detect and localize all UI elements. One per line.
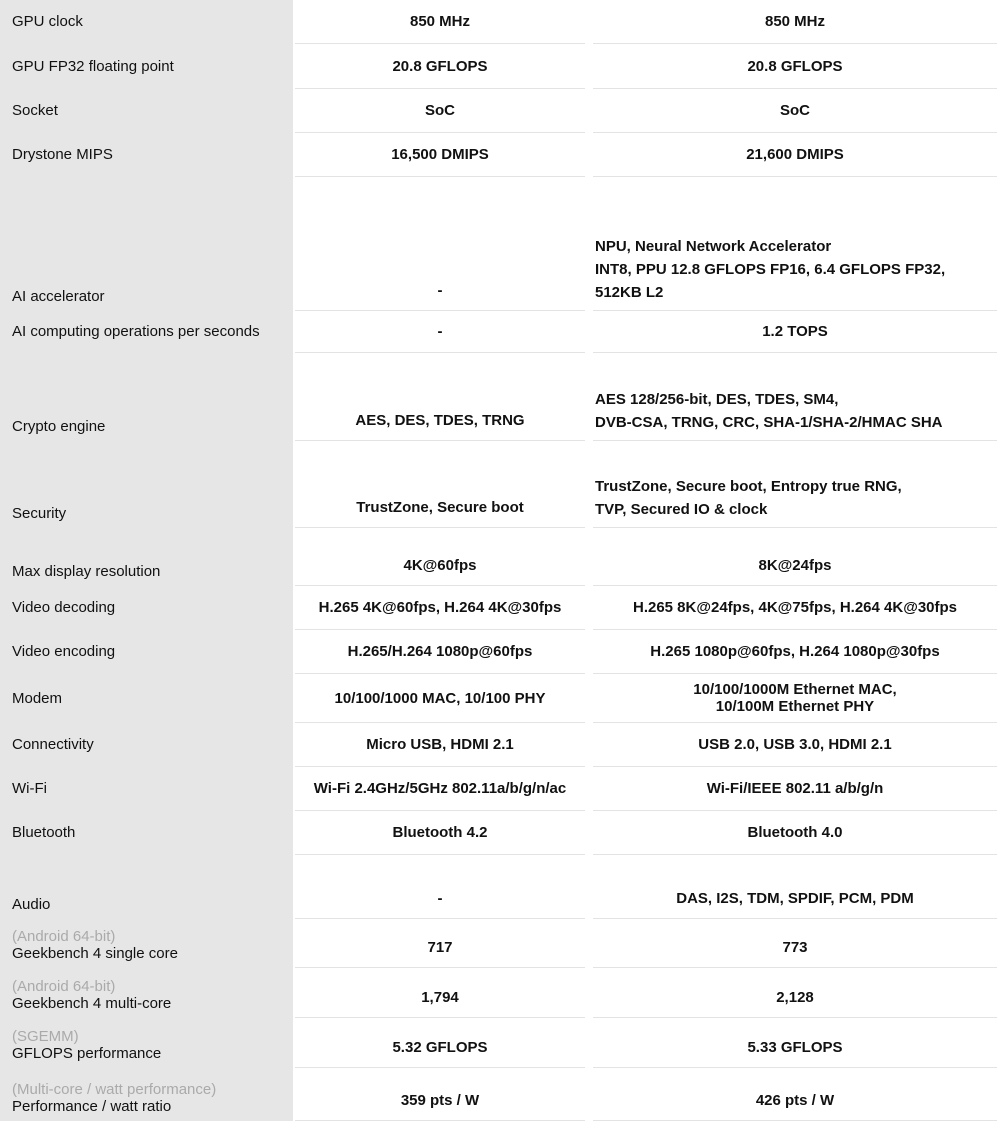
value-cell-chip-a bbox=[295, 133, 585, 177]
value-text: Micro USB, HDMI 2.1 bbox=[366, 736, 514, 753]
table-row bbox=[0, 177, 997, 311]
value-cell-chip-a bbox=[295, 674, 585, 723]
row-label-text: Crypto engine bbox=[12, 418, 106, 435]
value-text: USB 2.0, USB 3.0, HDMI 2.1 bbox=[698, 736, 892, 753]
value-text: 20.8 GFLOPS bbox=[392, 57, 488, 75]
row-label bbox=[0, 811, 293, 855]
table-row bbox=[0, 133, 997, 177]
row-label-text: AI computing operations per seconds bbox=[12, 323, 260, 340]
row-label-text: GPU FP32 floating point bbox=[12, 58, 174, 75]
row-label-text: GFLOPS performance bbox=[12, 1045, 162, 1062]
value-text: 16,500 DMIPS bbox=[391, 146, 489, 163]
row-label bbox=[0, 1018, 293, 1068]
table-row bbox=[0, 1018, 997, 1068]
value-cell-chip-a bbox=[295, 44, 585, 89]
value-text: TrustZone, Secure boot, Entropy true RNG, TVP, Secured IO & clock bbox=[595, 478, 902, 518]
value-cell-chip-b bbox=[593, 674, 997, 723]
value-text: 850 MHz bbox=[409, 13, 471, 30]
table-row bbox=[0, 674, 997, 723]
value-text: 773 bbox=[782, 939, 808, 956]
value-text: 4K@60fps bbox=[403, 557, 477, 574]
value-cell-chip-a bbox=[295, 177, 585, 311]
value-cell-chip-a bbox=[295, 855, 585, 919]
value-cell-chip-a bbox=[295, 311, 585, 353]
value-cell-chip-b bbox=[593, 811, 997, 855]
value-cell-chip-a bbox=[295, 1018, 585, 1068]
table-row bbox=[0, 1068, 997, 1121]
value-cell-chip-b bbox=[593, 0, 997, 44]
row-label-text: Max display resolution bbox=[12, 563, 161, 580]
table-row bbox=[0, 44, 997, 89]
value-cell-chip-a bbox=[295, 89, 585, 133]
value-text: 5.33 GFLOPS bbox=[747, 1039, 843, 1056]
row-label bbox=[0, 919, 293, 968]
row-label bbox=[0, 528, 293, 586]
value-cell-chip-a bbox=[295, 528, 585, 586]
table-row bbox=[0, 968, 997, 1018]
value-cell-chip-a bbox=[295, 0, 585, 44]
table-row bbox=[0, 919, 997, 968]
value-text: Bluetooth 4.2 bbox=[392, 824, 488, 841]
row-label bbox=[0, 1068, 293, 1121]
row-label-text: Security bbox=[12, 505, 67, 522]
row-label-text: Modem bbox=[12, 690, 63, 707]
value-text: SoC bbox=[425, 102, 455, 119]
value-text: 1,794 bbox=[421, 989, 459, 1006]
value-text: 2,128 bbox=[776, 989, 814, 1006]
value-text: 359 pts / W bbox=[400, 1092, 480, 1109]
value-text: NPU, Neural Network Accelerator INT8, PPU 12.8 GFLOPS FP16, 6.4 GFLOPS FP32, 512KB L2 bbox=[595, 238, 946, 301]
table-row bbox=[0, 441, 997, 528]
value-cell-chip-a bbox=[295, 919, 585, 968]
value-cell-chip-b bbox=[593, 630, 997, 674]
row-label bbox=[0, 968, 293, 1018]
value-cell-chip-a bbox=[295, 630, 585, 674]
value-cell-chip-a bbox=[295, 441, 585, 528]
value-text: H.265/H.264 1080p@60fps bbox=[347, 643, 533, 660]
row-label bbox=[0, 630, 293, 674]
row-label-text: Video decoding bbox=[12, 599, 116, 616]
value-text: 8K@24fps bbox=[758, 557, 832, 574]
value-cell-chip-b bbox=[593, 968, 997, 1018]
table-row bbox=[0, 630, 997, 674]
value-cell-chip-a bbox=[295, 586, 585, 630]
value-cell-chip-b bbox=[593, 89, 997, 133]
value-cell-chip-a bbox=[295, 811, 585, 855]
row-label bbox=[0, 723, 293, 767]
value-cell-chip-b bbox=[593, 441, 997, 528]
value-text: - bbox=[437, 890, 443, 907]
value-text: Wi-Fi/IEEE 802.11 a/b/g/n bbox=[706, 780, 884, 797]
row-label bbox=[0, 441, 293, 528]
row-label bbox=[0, 674, 293, 723]
value-text: 850 MHz bbox=[764, 13, 826, 30]
value-cell-chip-b bbox=[593, 767, 997, 811]
value-cell-chip-b bbox=[593, 311, 997, 353]
value-cell-chip-a bbox=[295, 1068, 585, 1121]
row-label bbox=[0, 133, 293, 177]
row-label-text: Geekbench 4 single core bbox=[12, 945, 178, 962]
table-row bbox=[0, 311, 997, 353]
value-text: 5.32 GFLOPS bbox=[392, 1039, 488, 1056]
table-row bbox=[0, 811, 997, 855]
value-text: - bbox=[437, 282, 443, 299]
table-row bbox=[0, 528, 997, 586]
value-cell-chip-a bbox=[295, 723, 585, 767]
value-text: 21,600 DMIPS bbox=[746, 146, 844, 163]
table-row bbox=[0, 767, 997, 811]
row-label-note: (SGEMM) bbox=[12, 1028, 79, 1045]
row-label bbox=[0, 353, 293, 441]
value-text: 10/100/1000M Ethernet MAC, 10/100M Ethernet PHY bbox=[693, 681, 897, 715]
row-label-text: AI accelerator bbox=[12, 288, 105, 305]
row-label-text: Audio bbox=[12, 896, 51, 913]
table-row bbox=[0, 586, 997, 630]
value-text: AES, DES, TDES, TRNG bbox=[355, 412, 525, 429]
row-label-text: Wi-Fi bbox=[12, 780, 47, 797]
value-cell-chip-b bbox=[593, 1018, 997, 1068]
value-text: 10/100/1000 MAC, 10/100 PHY bbox=[334, 689, 546, 707]
value-text: H.265 1080p@60fps, H.264 1080p@30fps bbox=[650, 643, 940, 660]
row-label-note: (Android 64-bit) bbox=[12, 978, 116, 995]
row-label bbox=[0, 44, 293, 89]
value-text: 717 bbox=[427, 939, 453, 956]
value-cell-chip-b bbox=[593, 44, 997, 89]
value-cell-chip-b bbox=[593, 353, 997, 441]
value-text: TrustZone, Secure boot bbox=[356, 499, 524, 516]
value-cell-chip-a bbox=[295, 968, 585, 1018]
value-cell-chip-b bbox=[593, 177, 997, 311]
value-text: 426 pts / W bbox=[755, 1092, 835, 1109]
value-text: H.265 8K@24fps, 4K@75fps, H.264 4K@30fps bbox=[632, 599, 958, 616]
value-cell-chip-b bbox=[593, 586, 997, 630]
row-label-note: (Android 64-bit) bbox=[12, 928, 116, 945]
table-row bbox=[0, 89, 997, 133]
value-cell-chip-a bbox=[295, 767, 585, 811]
row-label bbox=[0, 767, 293, 811]
value-text: SoC bbox=[780, 102, 810, 119]
table-row bbox=[0, 353, 997, 441]
row-label-note: (Multi-core / watt performance) bbox=[12, 1081, 217, 1098]
row-label bbox=[0, 0, 293, 44]
value-cell-chip-b bbox=[593, 723, 997, 767]
row-label bbox=[0, 586, 293, 630]
row-label-text: Geekbench 4 multi-core bbox=[12, 995, 172, 1012]
table-row bbox=[0, 0, 997, 44]
value-text: 20.8 GFLOPS bbox=[747, 57, 843, 75]
value-cell-chip-b bbox=[593, 855, 997, 919]
value-cell-chip-b bbox=[593, 919, 997, 968]
value-cell-chip-a bbox=[295, 353, 585, 441]
row-label-text: Connectivity bbox=[12, 736, 94, 753]
value-text: H.265 4K@60fps, H.264 4K@30fps bbox=[318, 599, 562, 616]
row-label bbox=[0, 89, 293, 133]
row-label-text: Video encoding bbox=[12, 643, 116, 660]
row-label-text: Performance / watt ratio bbox=[12, 1098, 172, 1115]
value-text: 1.2 TOPS bbox=[762, 323, 828, 340]
value-cell-chip-b bbox=[593, 133, 997, 177]
row-label bbox=[0, 855, 293, 919]
value-text: Wi-Fi 2.4GHz/5GHz 802.11a/b/g/n/ac bbox=[313, 780, 567, 797]
row-label-text: Drystone MIPS bbox=[12, 146, 113, 163]
row-label-text: GPU clock bbox=[12, 13, 83, 30]
value-text: AES 128/256-bit, DES, TDES, SM4, DVB-CSA, TRNG, CRC, SHA-1/SHA-2/HMAC SHA bbox=[595, 391, 943, 431]
value-text: DAS, I2S, TDM, SPDIF, PCM, PDM bbox=[676, 890, 914, 907]
row-label bbox=[0, 177, 293, 311]
value-text: - bbox=[437, 323, 443, 340]
value-cell-chip-b bbox=[593, 1068, 997, 1121]
row-label-text: Socket bbox=[12, 102, 58, 119]
table-row bbox=[0, 723, 997, 767]
table-row bbox=[0, 855, 997, 919]
row-label-text: Bluetooth bbox=[12, 824, 76, 841]
value-cell-chip-b bbox=[593, 528, 997, 586]
row-label bbox=[0, 311, 293, 353]
value-text: Bluetooth 4.0 bbox=[747, 824, 843, 841]
